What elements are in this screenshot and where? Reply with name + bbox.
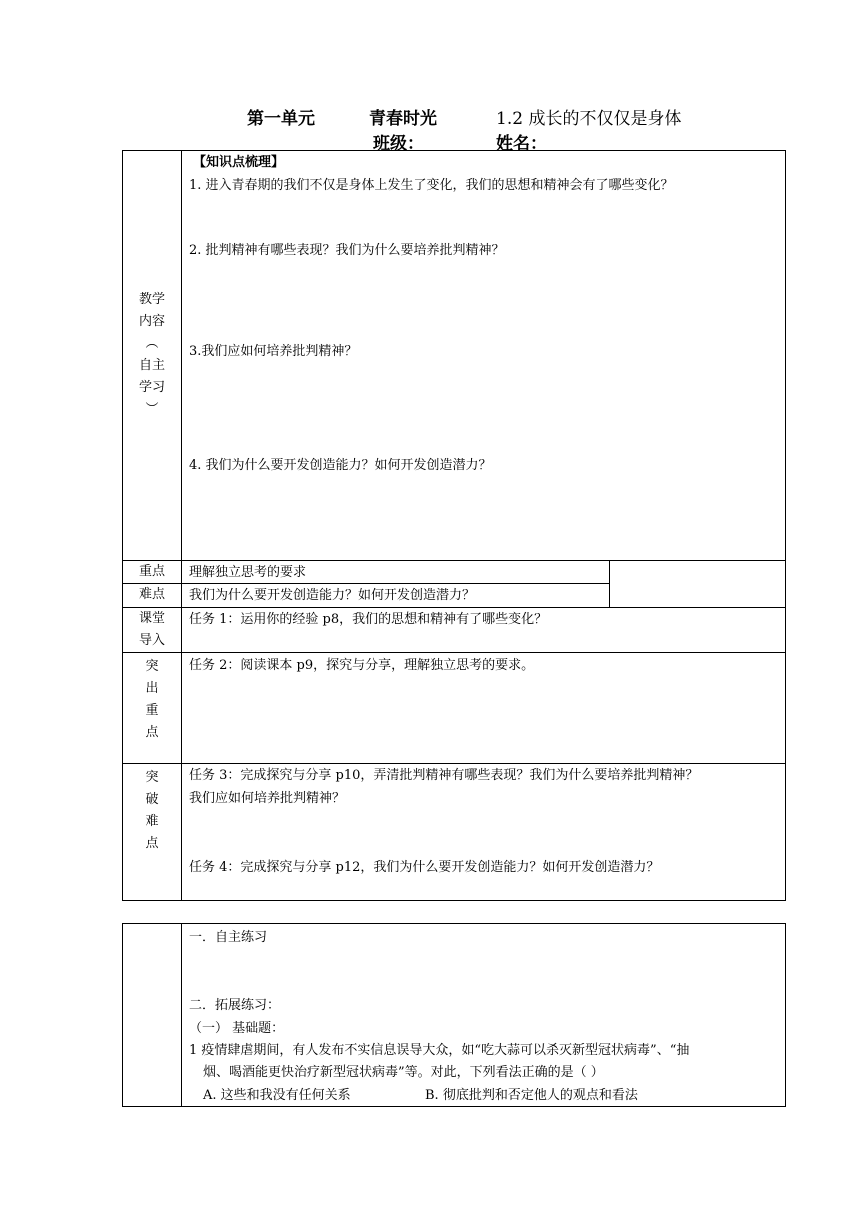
lesson-title: 1.2 成长的不仅仅是身体 (496, 109, 682, 129)
question-1-line-2: 烟、喝酒能更快治疗新型冠状病毒”等。对此，下列看法正确的是（ ） (203, 1065, 604, 1080)
topic-title: 青春时光 (369, 109, 437, 129)
teaching-content-label: 教学 内容 ︵ 自主 学习 ︶ (138, 292, 165, 417)
highlight-key-label: 突 出 重 点 (145, 659, 159, 740)
breakthrough-label: 突 破 难 点 (145, 770, 159, 851)
key-point-text: 理解独立思考的要求 (189, 565, 307, 580)
difficulty-text: 我们为什么要开发创造能力？如何开发创造潜力？ (189, 588, 476, 603)
question-4: 4. 我们为什么要开发创造能力？如何开发创造潜力？ (189, 458, 492, 473)
self-practice-heading: 一．自主练习 (189, 930, 268, 945)
question-2: 2. 批判精神有哪些表现？我们为什么要培养批判精神？ (189, 243, 505, 258)
name-label: 姓名： (496, 134, 547, 154)
task-4: 任务 4：完成探究与分享 p12，我们为什么要开发创造能力？如何开发创造潜力？ (189, 860, 660, 875)
basic-questions-heading: （一） 基础题： (189, 1021, 285, 1036)
student-info (0, 129, 860, 154)
option-a: A. 这些和我没有任何关系 (203, 1088, 351, 1103)
lesson-table (122, 150, 786, 901)
section-title: 【知识点梳理】 (193, 155, 285, 170)
class-intro-label: 课堂 导入 (138, 611, 165, 648)
question-3: 3.我们应如何培养批判精神？ (189, 344, 358, 359)
extension-practice-heading: 二．拓展练习： (189, 998, 281, 1013)
task-1: 任务 1：运用你的经验 p8，我们的思想和精神有了哪些变化？ (189, 612, 548, 627)
class-label: 班级： (373, 134, 424, 154)
difficulty-label: 难点 (138, 587, 165, 602)
question-1-line-1: 1 疫情肆虐期间，有人发布不实信息误导大众，如“吃大蒜可以杀灭新型冠状病毒”、“抽 (189, 1043, 690, 1058)
key-point-label: 重点 (138, 564, 165, 579)
document-title (0, 104, 860, 128)
unit-title: 第一单元 (247, 109, 315, 129)
question-1: 1. 进入青春期的我们不仅是身体上发生了变化，我们的思想和精神会有了哪些变化？ (189, 178, 674, 193)
task-2: 任务 2：阅读课本 p9，探究与分享，理解独立思考的要求。 (189, 658, 535, 673)
task-3-line-2: 我们应如何培养批判精神？ (189, 791, 346, 806)
task-3-line-1: 任务 3：完成探究与分享 p10，弄清批判精神有哪些表现？我们为什么要培养批判精神？ (189, 768, 699, 783)
option-b: B. 彻底批判和否定他人的观点和看法 (425, 1088, 638, 1103)
